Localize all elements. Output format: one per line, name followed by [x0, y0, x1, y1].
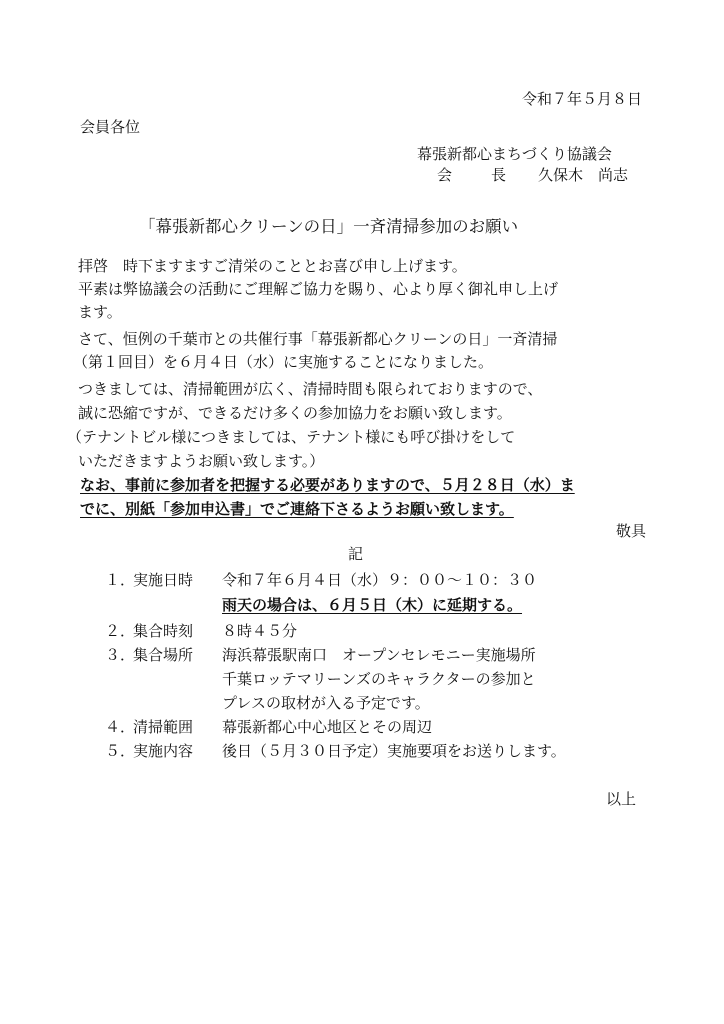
body-line: いただきますようお願い致します。） — [78, 452, 325, 470]
item-label: 実施日時 — [133, 571, 194, 589]
president-name: 久保木 尚志 — [538, 166, 629, 184]
body-line: （テナントビル様につきましては、テナント様にも呼び掛けをして — [67, 428, 516, 446]
item-value: 幕張新都心中心地区とその周辺 — [222, 718, 433, 736]
item-number: １． — [105, 571, 136, 589]
body-line: さて、恒例の千葉市との共催行事「幕張新都心クリーンの日」一斉清掃 — [78, 330, 558, 348]
recipient-line: 会員各位 — [80, 118, 141, 136]
item-value: 令和７年６月４日（水）９：００～１０：３０ — [222, 571, 538, 589]
ki-marker: 記 — [348, 545, 364, 563]
body-line: ます。 — [78, 303, 122, 321]
closing-word: 敬具 — [615, 522, 646, 540]
emphasis-line: でに、別紙「参加申込書」でご連絡下さるようお願い致します。 — [80, 500, 514, 518]
body-line: （第１回目）を６月４日（水）に実施することになりました。 — [73, 353, 494, 371]
item-number: ２． — [105, 622, 136, 640]
body-line: つきましては、清掃範囲が広く、清掃時間も限られておりますので、 — [78, 380, 543, 398]
item-value: プレスの取材が入る予定です。 — [222, 694, 430, 712]
body-line: 拝啓 時下ますますご清栄のこととお喜び申し上げます。 — [78, 257, 467, 275]
item-value: 後日（５月３０日予定）実施要項をお送りします。 — [222, 742, 566, 760]
end-marker: 以上 — [605, 790, 636, 808]
president-line — [437, 168, 628, 183]
item-value: 海浜幕張駅南口 オープンセレモニー実施場所 — [222, 646, 536, 664]
item-label: 集合時刻 — [133, 622, 194, 640]
item-value-emphasis: 雨天の場合は、６月５日（木）に延期する。 — [222, 596, 523, 614]
item-label: 実施内容 — [133, 742, 194, 760]
item-label: 集合場所 — [133, 646, 194, 664]
document-date: 令和７年５月８日 — [521, 90, 642, 108]
item-value: 千葉ロッテマリーンズのキャラクターの参加と — [222, 670, 536, 688]
item-label: 清掃範囲 — [133, 718, 194, 736]
item-number: ３． — [105, 646, 136, 664]
item-value: ８時４５分 — [222, 622, 298, 640]
body-line: 誠に恐縮ですが、できるだけ多くの参加協力をお願い致します。 — [78, 404, 512, 422]
organization-name: 幕張新都心まちづくり協議会 — [417, 145, 612, 163]
item-number: ５． — [105, 742, 136, 760]
president-title: 会 長 — [437, 166, 519, 184]
document-title: 「幕張新都心クリーンの日」一斉清掃参加のお願い — [139, 217, 519, 236]
item-number: ４． — [105, 718, 136, 736]
emphasis-line: なお、事前に参加者を把握する必要がありますので、５月２８日（水）ま — [80, 476, 575, 494]
body-line: 平素は弊協議会の活動にご理解ご協力を賜り、心より厚く御礼申し上げ — [78, 280, 559, 298]
